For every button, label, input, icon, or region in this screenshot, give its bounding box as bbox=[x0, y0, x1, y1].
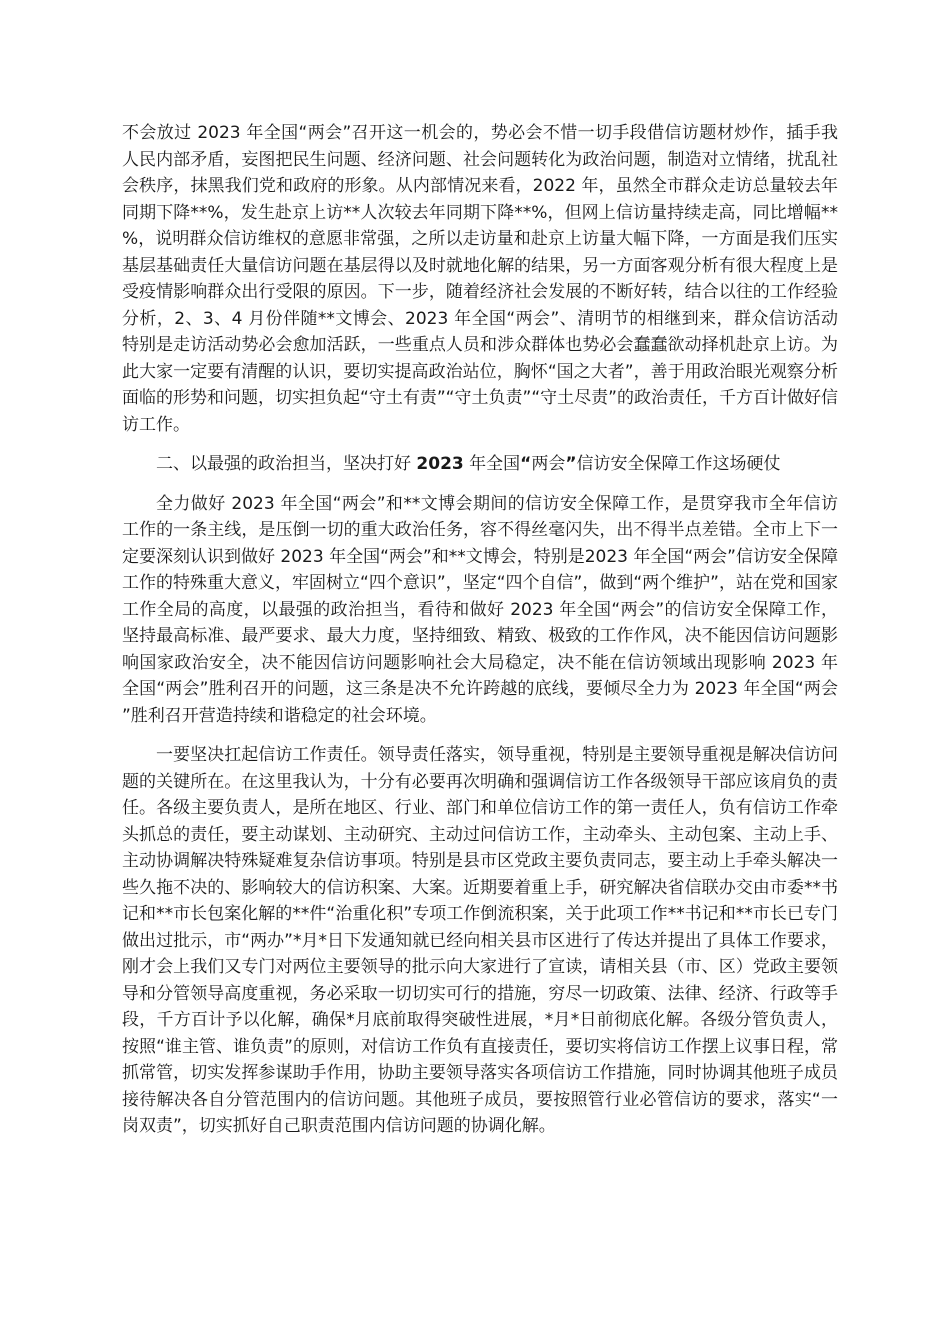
section-heading-2 bbox=[122, 451, 838, 478]
heading-quote-open: “ bbox=[520, 454, 532, 474]
paragraph-2: 全力做好 2023 年全国“两会”和**文博会期间的信访安全保障工作，是贯穿我市全年信访工作的一条主线，是压倒一切的重大政治任务，容不得丝毫闪失，出不得半点差错。全市上下一定要深刻认识到做好 2023 年全国“两会”和**文博会，特别是2023 年全国“两会”信访安全保障工作的特殊重大意义，牢固树立“四个意识”，坚定“四个自信”，做到“两个维护”，站在党和国家工作全局的高度，以最强的政治担当，看待和做好 2023 年全国“两会”的信访安全保障工作，坚持最高标准、最严要求、最大力度，坚持细致、精致、极致的工作作风，决不能因信访问题影响国家政治安全，决不能因信访问题影响社会大局稳定，决不能在信访领域出现影响 2023 年全国“两会”胜利召开的问题，这三条是决不允许跨越的底线，要倾尽全力为 2023 年全国“两会”胜利召开营造持续和谐稳定的社会环境。 bbox=[122, 493, 838, 726]
paragraph-1: 不会放过 2023 年全国“两会”召开这一机会的，势必会不惜一切手段借信访题材炒作，插手我人民内部矛盾，妄图把民生问题、经济问题、社会问题转化为政治问题，制造对立情绪，扰乱社会秩序，抹黑我们党和政府的形象。从内部情况来看，2022 年，虽然全市群众走访总量较去年同期下降**%，发生赴京上访**人次较去年同期下降**%，但网上信访量持续走高，同比增幅**%，说明群众信访维权的意愿非常强，之所以走访量和赴京上访量大幅下降，一方面是我们压实基层基础责任大量信访问题在基层得以及时就地化解的结果，另一方面客观分析有很大程度上是受疫情影响群众出行受限的原因。下一步，随着经济社会发展的不断好转，结合以往的工作经验分析，2、3、4 月份伴随**文博会、2023 年全国“两会”、清明节的相继到来，群众信访活动特别是走访活动势必会愈加活跃，一些重点人员和涉众群体也势必会蠢蠢欲动择机赴京上访。为此大家一定要有清醒的认识，要切实提高政治站位，胸怀“国之大者”，善于用政治眼光观察分析面临的形势和问题，切实担负起“守土有责”“守土负责”“守土尽责”的政治责任，千方百计做好信访工作。 bbox=[122, 123, 838, 435]
heading-prefix: 二、以最强的政治担当，坚决打好 bbox=[156, 454, 417, 474]
heading-middle: 年全国 bbox=[463, 454, 521, 474]
paragraph-3: 一要坚决扛起信访工作责任。领导责任落实，领导重视，特别是主要领导重视是解决信访问题的关键所在。在这里我认为，十分有必要再次明确和强调信访工作各级领导干部应该肩负的责任。各级主要负责人，是所在地区、行业、部门和单位信访工作的第一责任人，负有信访工作牵头抓总的责任，要主动谋划、主动研究、主动过问信访工作，主动牵头、主动包案、主动上手、主动协调解决特殊疑难复杂信访事项。特别是县市区党政主要负责同志，要主动上手牵头解决一些久拖不决的、影响较大的信访积案、大案。近期要着重上手，研究解决省信联办交由市委**书记和**市长包案化解的**件“治重化积”专项工作倒流积案，关于此项工作**书记和**市长已专门做出过批示，市“两办”*月*日下发通知就已经向相关县市区进行了传达并提出了具体工作要求，刚才会上我们又专门对两位主要领导的批示向大家进行了宣读，请相关县（市、区）党政主要领导和分管领导高度重视，务必采取一切切实可行的措施，穷尽一切政策、法律、经济、行政等手段，千方百计予以化解，确保*月底前取得突破性进展，*月*日前彻底化解。各级分管负责人，按照“谁主管、谁负责”的原则，对信访工作负有直接责任，要切实将信访工作摆上议事日程，常抓常管，切实发挥参谋助手作用，协助主要领导落实各项信访工作措施，同时协调其他班子成员接待解决各自分管范围内的信访问题。其他班子成员，要按照管行业必管信访的要求，落实“一岗双责”，切实抓好自己职责范围内信访问题的协调化解。 bbox=[122, 745, 838, 1136]
heading-year: 2023 bbox=[416, 454, 464, 474]
heading-quote-close: ” bbox=[565, 454, 577, 474]
heading-suffix: 信访安全保障工作这场硬仗 bbox=[576, 454, 781, 474]
heading-quoted: 两会 bbox=[531, 454, 566, 474]
document-page bbox=[122, 120, 838, 1140]
